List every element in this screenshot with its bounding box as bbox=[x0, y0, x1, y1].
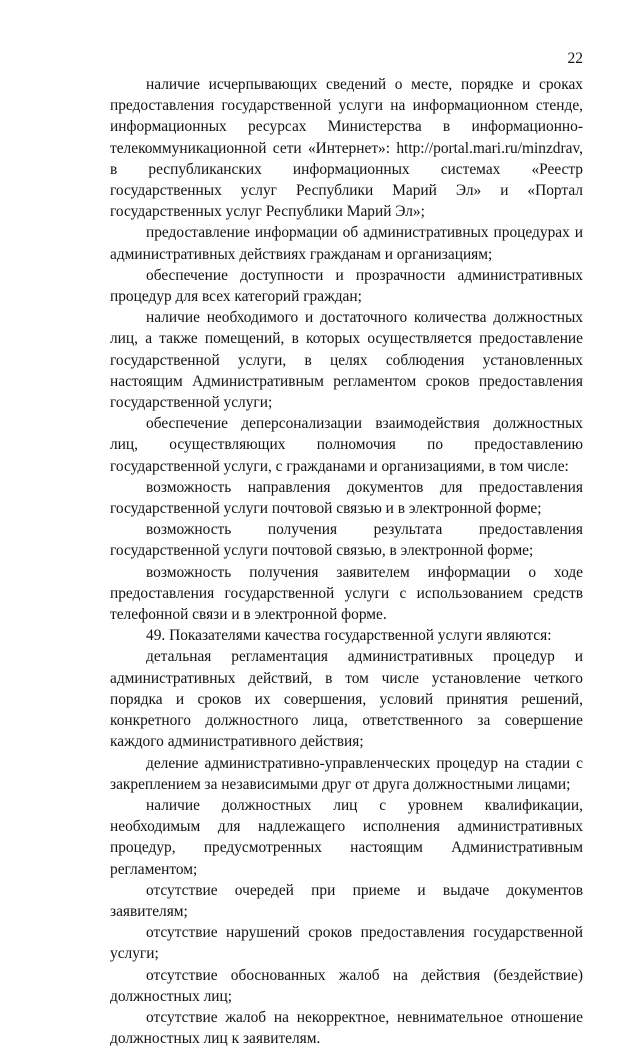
paragraph: деление административно-управленческих процедур на стадии с закреплением за независимыми друг от друга должностными лицами; bbox=[110, 754, 583, 793]
paragraph: наличие необходимого и достаточного количества должностных лиц, а также помещений, в которых осуществляется предоставление государственной услуги, в целях соблюдения установленных настоящим Административным регламентом сроков предоставления государственной услуги; bbox=[110, 309, 583, 412]
paragraph: отсутствие жалоб на некорректное, невнимательное отношение должностных лиц к заявителям. bbox=[110, 1008, 583, 1048]
paragraph: отсутствие обоснованных жалоб на действия (бездействие) должностных лиц; bbox=[110, 966, 583, 1005]
paragraph: предоставление информации об административных процедурах и административных действиях гражданам и организациям; bbox=[110, 224, 583, 263]
paragraph: возможность получения результата предоставления государственной услуги почтовой связью, в электронной форме; bbox=[110, 521, 583, 560]
paragraph: отсутствие нарушений сроков предоставления государственной услуги; bbox=[110, 924, 583, 963]
paragraph: обеспечение деперсонализации взаимодействия должностных лиц, осуществляющих полномочия по предоставлению государственной услуги, с гражданами и организациями, в том числе: bbox=[110, 415, 583, 475]
paragraph: отсутствие очередей при приеме и выдаче документов заявителям; bbox=[110, 881, 583, 920]
document-body bbox=[110, 74, 583, 1049]
paragraph: возможность получения заявителем информации о ходе предоставления государственной услуги с использованием средств телефонной связи и в электронной форме. bbox=[110, 563, 583, 624]
paragraph: обеспечение доступности и прозрачности административных процедур для всех категорий граждан; bbox=[110, 266, 583, 306]
paragraph: наличие исчерпывающих сведений о месте, порядке и сроках предоставления государственной услуги на информационном стенде, информационных ресурсах Министерства в информационно-телекоммуникационной сети «Интернет»: http://portal.mari.ru/minzdrav, в республиканских информационных системах «Реестр государственных услуг Республики Марий Эл» и «Портал государственных услуг Республики Марий Эл»; bbox=[110, 76, 583, 221]
page-number: 22 bbox=[567, 50, 583, 67]
paragraph: возможность направления документов для предоставления государственной услуги почтовой связью и в электронной форме; bbox=[110, 478, 583, 518]
paragraph: детальная регламентация административных процедур и административных действий, в том числе установление четкого порядка и сроков их совершения, условий принятия решений, конкретного должностного лица, ответственного за совершение каждого административного действия; bbox=[110, 648, 583, 751]
paragraph: 49. Показателями качества государственной услуги являются: bbox=[146, 627, 552, 645]
paragraph: наличие должностных лиц с уровнем квалификации, необходимым для надлежащего исполнения административных процедур, предусмотренных настоящим Административным регламентом; bbox=[110, 796, 583, 878]
